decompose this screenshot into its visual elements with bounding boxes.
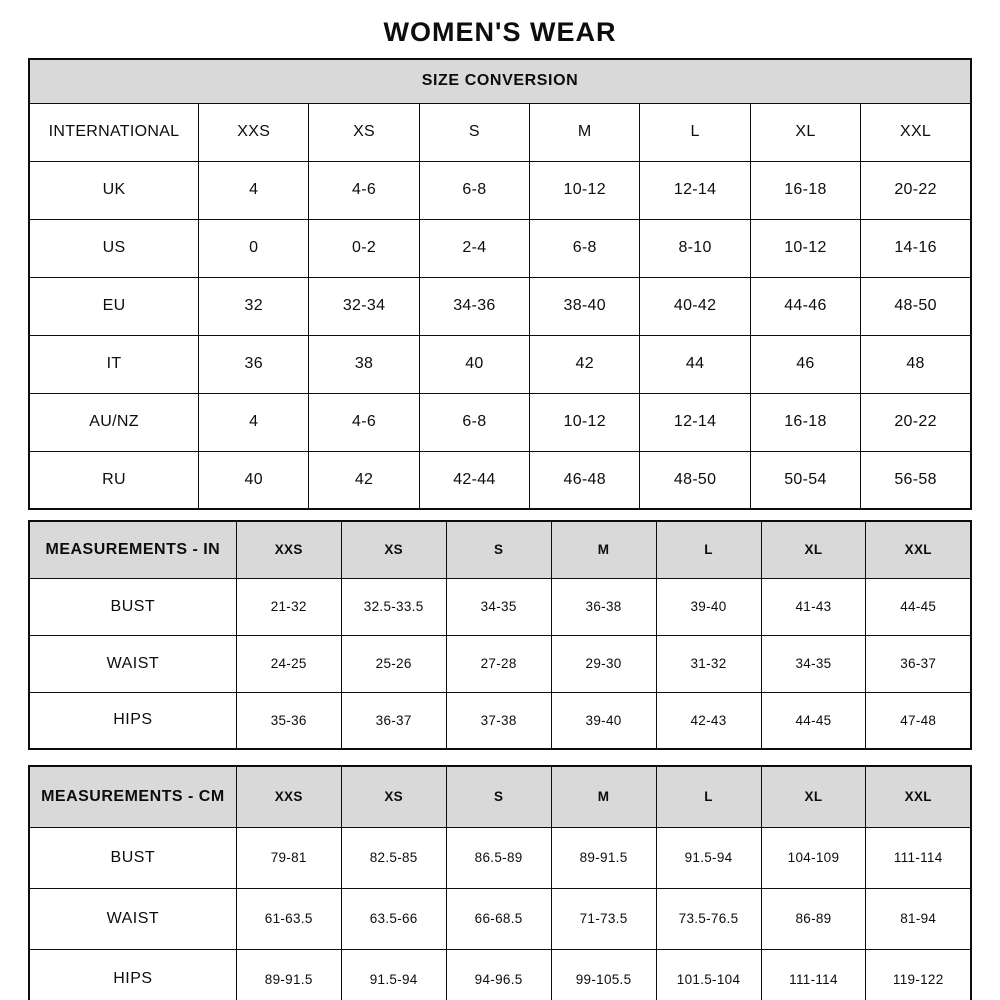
size-value-cell: 36-37: [866, 635, 971, 692]
row-label: EU: [29, 277, 199, 335]
size-value-cell: 4: [199, 393, 309, 451]
size-value-cell: 48-50: [640, 451, 750, 509]
size-value-cell: 16-18: [750, 393, 860, 451]
col-header-xl: XL: [750, 103, 860, 161]
size-value-cell: 40: [419, 335, 529, 393]
size-value-cell: 46: [750, 335, 860, 393]
size-value-cell: 34-35: [761, 635, 866, 692]
size-value-cell: 91.5-94: [656, 827, 761, 888]
size-value-cell: 6-8: [419, 393, 529, 451]
row-label: RU: [29, 451, 199, 509]
size-value-cell: 32-34: [309, 277, 419, 335]
size-value-cell: 20-22: [861, 161, 971, 219]
size-value-cell: 94-96.5: [446, 949, 551, 1000]
table-row: [29, 635, 971, 692]
table-row: [29, 277, 971, 335]
row-label: WAIST: [29, 888, 236, 949]
row-label: AU/NZ: [29, 393, 199, 451]
size-value-cell: 99-105.5: [551, 949, 656, 1000]
table-row: [29, 827, 971, 888]
size-value-cell: 10-12: [530, 161, 640, 219]
size-value-cell: 79-81: [236, 827, 341, 888]
size-value-cell: 38: [309, 335, 419, 393]
size-value-cell: 42-43: [656, 692, 761, 749]
size-value-cell: 35-36: [236, 692, 341, 749]
table-row: [29, 888, 971, 949]
table-row: [29, 393, 971, 451]
table-row: [29, 219, 971, 277]
col-header-xl: XL: [761, 521, 866, 578]
size-value-cell: 8-10: [640, 219, 750, 277]
size-value-cell: 44: [640, 335, 750, 393]
size-value-cell: 6-8: [530, 219, 640, 277]
size-conversion-header-row: [29, 103, 971, 161]
table-title-cell: MEASUREMENTS - CM: [29, 766, 236, 827]
size-value-cell: 34-35: [446, 578, 551, 635]
size-value-cell: 81-94: [866, 888, 971, 949]
col-header-xs: XS: [341, 766, 446, 827]
size-value-cell: 86-89: [761, 888, 866, 949]
size-value-cell: 104-109: [761, 827, 866, 888]
col-header-xxs: XXS: [236, 766, 341, 827]
col-header-l: L: [640, 103, 750, 161]
table-banner: SIZE CONVERSION: [29, 59, 971, 103]
size-value-cell: 32: [199, 277, 309, 335]
row-label: WAIST: [29, 635, 236, 692]
size-value-cell: 91.5-94: [341, 949, 446, 1000]
measurements-in-header-row: [29, 521, 971, 578]
measurements-cm-table: [28, 765, 972, 1000]
size-value-cell: 40: [199, 451, 309, 509]
size-value-cell: 20-22: [861, 393, 971, 451]
col-header-s: S: [446, 521, 551, 578]
size-value-cell: 32.5-33.5: [341, 578, 446, 635]
size-value-cell: 44-45: [761, 692, 866, 749]
size-value-cell: 73.5-76.5: [656, 888, 761, 949]
size-value-cell: 34-36: [419, 277, 529, 335]
size-value-cell: 24-25: [236, 635, 341, 692]
size-value-cell: 2-4: [419, 219, 529, 277]
size-value-cell: 89-91.5: [551, 827, 656, 888]
size-value-cell: 36-38: [551, 578, 656, 635]
row-label: HIPS: [29, 692, 236, 749]
page-title: WOMEN'S WEAR: [383, 17, 617, 47]
size-value-cell: 4-6: [309, 393, 419, 451]
col-header-xs: XS: [341, 521, 446, 578]
size-value-cell: 61-63.5: [236, 888, 341, 949]
col-header-s: S: [446, 766, 551, 827]
size-value-cell: 25-26: [341, 635, 446, 692]
size-value-cell: 12-14: [640, 161, 750, 219]
size-value-cell: 41-43: [761, 578, 866, 635]
size-value-cell: 0-2: [309, 219, 419, 277]
col-header-xxs: XXS: [236, 521, 341, 578]
size-value-cell: 42: [309, 451, 419, 509]
size-value-cell: 38-40: [530, 277, 640, 335]
row-label: US: [29, 219, 199, 277]
row-label: BUST: [29, 827, 236, 888]
col-header-xxl: XXL: [866, 766, 971, 827]
size-conversion-banner-row: [29, 59, 971, 103]
size-value-cell: 56-58: [861, 451, 971, 509]
col-header-xl: XL: [761, 766, 866, 827]
size-value-cell: 39-40: [656, 578, 761, 635]
size-value-cell: 39-40: [551, 692, 656, 749]
table-row: [29, 335, 971, 393]
size-value-cell: 111-114: [866, 827, 971, 888]
size-value-cell: 10-12: [530, 393, 640, 451]
col-header-xxl: XXL: [866, 521, 971, 578]
size-value-cell: 46-48: [530, 451, 640, 509]
size-value-cell: 101.5-104: [656, 949, 761, 1000]
size-value-cell: 48: [861, 335, 971, 393]
size-value-cell: 31-32: [656, 635, 761, 692]
table-row: [29, 578, 971, 635]
size-value-cell: 42-44: [419, 451, 529, 509]
measurements-in-table: [28, 520, 972, 750]
size-value-cell: 71-73.5: [551, 888, 656, 949]
size-value-cell: 36-37: [341, 692, 446, 749]
col-header-l: L: [656, 521, 761, 578]
measurements-cm-header-row: [29, 766, 971, 827]
size-value-cell: 86.5-89: [446, 827, 551, 888]
table-row: [29, 692, 971, 749]
col-header-s: S: [419, 103, 529, 161]
row-label: UK: [29, 161, 199, 219]
col-header-xxs: XXS: [199, 103, 309, 161]
size-value-cell: 47-48: [866, 692, 971, 749]
table-row: [29, 451, 971, 509]
col-header-m: M: [530, 103, 640, 161]
size-value-cell: 44-45: [866, 578, 971, 635]
col-header-m: M: [551, 521, 656, 578]
size-value-cell: 0: [199, 219, 309, 277]
row-label: HIPS: [29, 949, 236, 1000]
size-value-cell: 111-114: [761, 949, 866, 1000]
size-value-cell: 82.5-85: [341, 827, 446, 888]
size-value-cell: 16-18: [750, 161, 860, 219]
size-value-cell: 36: [199, 335, 309, 393]
table-row: [29, 949, 971, 1000]
row-label: BUST: [29, 578, 236, 635]
row-label: IT: [29, 335, 199, 393]
col-header-m: M: [551, 766, 656, 827]
size-value-cell: 29-30: [551, 635, 656, 692]
size-value-cell: 12-14: [640, 393, 750, 451]
size-value-cell: 50-54: [750, 451, 860, 509]
size-value-cell: 4-6: [309, 161, 419, 219]
col-header-xxl: XXL: [861, 103, 971, 161]
size-value-cell: 44-46: [750, 277, 860, 335]
table-title-cell: MEASUREMENTS - IN: [29, 521, 236, 578]
table-row: [29, 161, 971, 219]
size-value-cell: 40-42: [640, 277, 750, 335]
size-value-cell: 66-68.5: [446, 888, 551, 949]
size-value-cell: 42: [530, 335, 640, 393]
size-value-cell: 89-91.5: [236, 949, 341, 1000]
size-value-cell: 6-8: [419, 161, 529, 219]
size-value-cell: 21-32: [236, 578, 341, 635]
size-value-cell: 14-16: [861, 219, 971, 277]
col-header-xs: XS: [309, 103, 419, 161]
table-title-cell: INTERNATIONAL: [29, 103, 199, 161]
size-value-cell: 63.5-66: [341, 888, 446, 949]
size-value-cell: 48-50: [861, 277, 971, 335]
size-value-cell: 27-28: [446, 635, 551, 692]
size-tables-container: [28, 58, 972, 1000]
col-header-l: L: [656, 766, 761, 827]
size-value-cell: 119-122: [866, 949, 971, 1000]
size-value-cell: 10-12: [750, 219, 860, 277]
size-conversion-table: [28, 58, 972, 510]
size-value-cell: 4: [199, 161, 309, 219]
size-value-cell: 37-38: [446, 692, 551, 749]
